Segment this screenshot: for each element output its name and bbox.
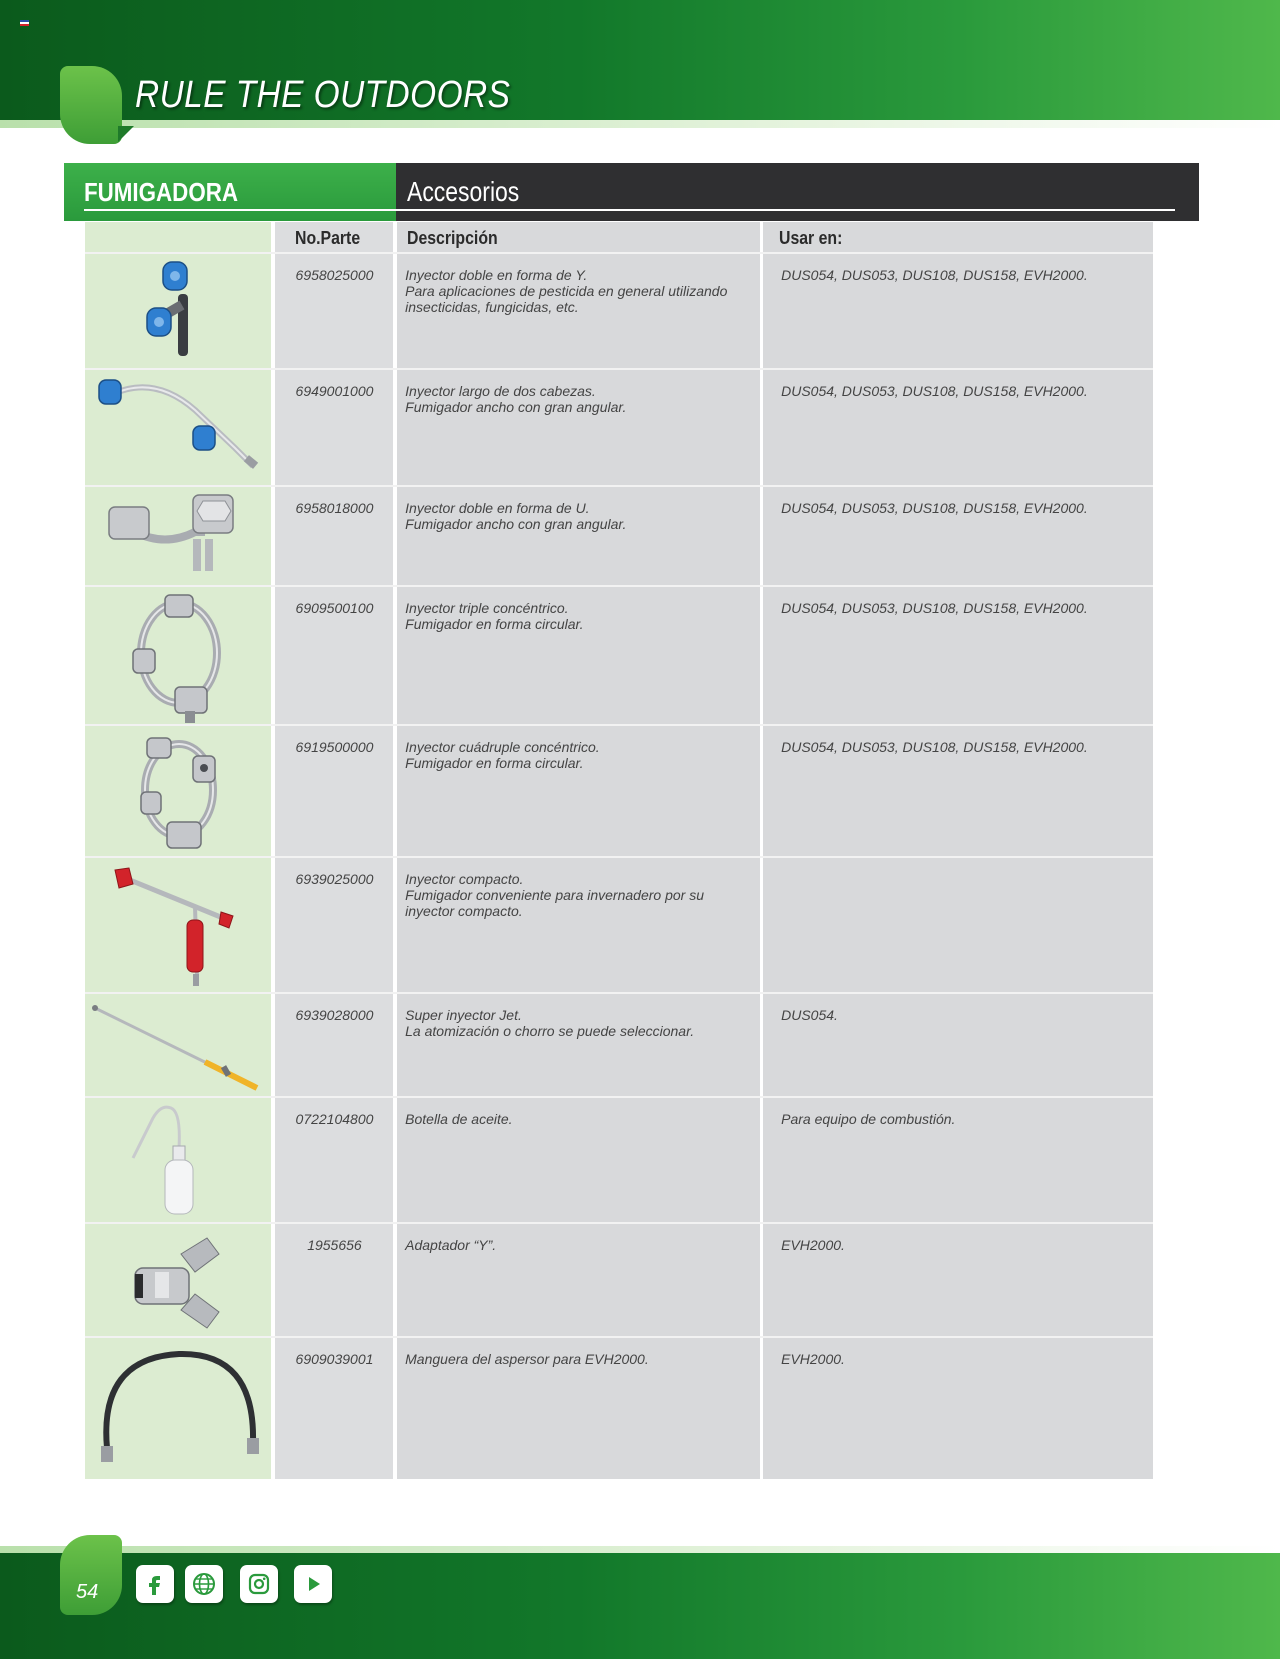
part-number-cell <box>275 1098 393 1222</box>
page-number: 54 <box>76 1581 99 1603</box>
table-row <box>85 1338 1153 1479</box>
part-number: 6949001000 <box>295 383 374 399</box>
header-description-cell <box>397 222 760 252</box>
description-text: Inyector triple concéntrico. Fumigador en forma circular. <box>405 600 584 632</box>
part-number-cell <box>275 370 393 485</box>
use-in-cell <box>763 487 1153 585</box>
product-image-cell <box>85 726 271 856</box>
header-tab-shape <box>60 66 122 144</box>
youtube-icon <box>301 1572 325 1596</box>
oil-bottle-icon <box>85 1098 272 1224</box>
table-row <box>85 858 1153 994</box>
triple-concentric-nozzle-icon <box>85 587 272 726</box>
use-in-text: DUS054, DUS053, DUS108, DUS158, EVH2000. <box>781 267 1088 283</box>
use-in-cell <box>763 726 1153 856</box>
accessories-table <box>85 222 1153 1479</box>
description-text: Inyector doble en forma de U. Fumigador ancho con gran angular. <box>405 500 627 532</box>
section-divider-line <box>84 209 396 211</box>
y-double-nozzle-icon <box>85 254 272 370</box>
table-row <box>85 1098 1153 1224</box>
product-image-cell <box>85 1098 271 1222</box>
description-cell <box>397 1098 760 1222</box>
use-in-text: Para equipo de combustión. <box>781 1111 956 1127</box>
product-image-cell <box>85 1224 271 1336</box>
section-category-label: FUMIGADORA <box>84 177 239 207</box>
use-in-cell <box>763 1338 1153 1479</box>
instagram-icon <box>247 1572 271 1596</box>
product-image-cell <box>85 1338 271 1479</box>
header-part-cell <box>275 222 393 252</box>
part-number: 0722104800 <box>295 1111 374 1127</box>
description-text: Adaptador “Y”. <box>405 1237 497 1253</box>
description-text: Manguera del aspersor para EVH2000. <box>405 1351 649 1367</box>
y-adapter-icon <box>85 1224 272 1338</box>
product-image-cell <box>85 487 271 585</box>
description-text: Super inyector Jet. La atomización o chorro se puede seleccionar. <box>405 1007 695 1039</box>
description-cell <box>397 1338 760 1479</box>
use-in-text: DUS054. <box>781 1007 838 1023</box>
use-in-text: DUS054, DUS053, DUS108, DUS158, EVH2000. <box>781 500 1088 516</box>
use-in-text: DUS054, DUS053, DUS108, DUS158, EVH2000. <box>781 383 1088 399</box>
table-row <box>85 487 1153 587</box>
section-subcategory-bar <box>396 163 1199 221</box>
flag-icon <box>20 20 29 26</box>
part-number-cell <box>275 254 393 368</box>
part-number: 6958025000 <box>295 267 374 283</box>
product-image-cell <box>85 370 271 485</box>
globe-icon <box>191 1571 217 1597</box>
product-image-cell <box>85 587 271 724</box>
quad-concentric-nozzle-icon <box>85 726 272 858</box>
use-in-cell <box>763 858 1153 992</box>
part-number: 6939028000 <box>295 1007 374 1023</box>
facebook-icon <box>143 1572 167 1596</box>
use-in-cell <box>763 370 1153 485</box>
use-in-cell <box>763 254 1153 368</box>
description-cell <box>397 726 760 856</box>
facebook-button[interactable] <box>136 1565 174 1603</box>
part-number-cell <box>275 994 393 1096</box>
header-accent-strip <box>0 120 1280 128</box>
use-in-cell <box>763 587 1153 724</box>
use-in-cell <box>763 1098 1153 1222</box>
part-number-cell <box>275 487 393 585</box>
description-cell <box>397 858 760 992</box>
table-row <box>85 254 1153 370</box>
description-text: Inyector compacto. Fumigador conveniente para invernadero por su inyector compacto. <box>405 871 704 919</box>
table-header-row <box>85 222 1153 254</box>
sprayer-hose-icon <box>85 1338 272 1479</box>
description-cell <box>397 487 760 585</box>
page-title: RULE THE OUTDOORS <box>135 74 511 116</box>
description-cell <box>397 370 760 485</box>
description-text: Inyector largo de dos cabezas. Fumigador ancho con gran angular. <box>405 383 627 415</box>
product-image-cell <box>85 994 271 1096</box>
youtube-button[interactable] <box>294 1565 332 1603</box>
product-image-cell <box>85 858 271 992</box>
column-header-description: Descripción <box>407 228 498 248</box>
description-text: Inyector cuádruple concéntrico. Fumigador en forma circular. <box>405 739 600 771</box>
part-number: 6909500100 <box>295 600 374 616</box>
column-header-part-no: No.Parte <box>295 228 361 248</box>
description-text: Inyector doble en forma de Y. Para aplicaciones de pesticida en general utilizando insecticidas, fungicidas, etc. <box>405 267 728 315</box>
use-in-text: EVH2000. <box>781 1351 845 1367</box>
part-number-cell <box>275 726 393 856</box>
use-in-text: DUS054, DUS053, DUS108, DUS158, EVH2000. <box>781 739 1088 755</box>
compact-nozzle-icon <box>85 858 272 994</box>
column-header-use-in: Usar en: <box>779 228 843 248</box>
section-subcategory-label: Accesorios <box>407 176 520 207</box>
table-row <box>85 994 1153 1098</box>
use-in-text: DUS054, DUS053, DUS108, DUS158, EVH2000. <box>781 600 1088 616</box>
part-number-cell <box>275 1338 393 1479</box>
part-number-cell <box>275 1224 393 1336</box>
long-two-head-nozzle-icon <box>85 370 272 487</box>
section-category-bar <box>64 163 396 221</box>
description-cell <box>397 994 760 1096</box>
part-number-cell <box>275 587 393 724</box>
table-row <box>85 587 1153 726</box>
super-jet-nozzle-icon <box>85 994 272 1098</box>
header-tab-notch <box>118 126 134 142</box>
part-number-cell <box>275 858 393 992</box>
description-cell <box>397 587 760 724</box>
use-in-cell <box>763 1224 1153 1336</box>
part-number: 1955656 <box>307 1237 362 1253</box>
section-divider-line <box>396 209 1175 211</box>
part-number: 6939025000 <box>295 871 374 887</box>
description-text: Botella de aceite. <box>405 1111 513 1127</box>
table-row <box>85 370 1153 487</box>
table-row <box>85 1224 1153 1338</box>
header-use-cell <box>763 222 1153 252</box>
table-row <box>85 726 1153 858</box>
part-number: 6958018000 <box>295 500 374 516</box>
u-double-nozzle-icon <box>85 487 272 587</box>
website-button[interactable] <box>185 1565 223 1603</box>
description-cell <box>397 254 760 368</box>
description-cell <box>397 1224 760 1336</box>
use-in-text: EVH2000. <box>781 1237 845 1253</box>
instagram-button[interactable] <box>240 1565 278 1603</box>
part-number: 6909039001 <box>295 1351 374 1367</box>
product-image-cell <box>85 254 271 368</box>
header-image-cell <box>85 222 271 252</box>
use-in-cell <box>763 994 1153 1096</box>
part-number: 6919500000 <box>295 739 374 755</box>
